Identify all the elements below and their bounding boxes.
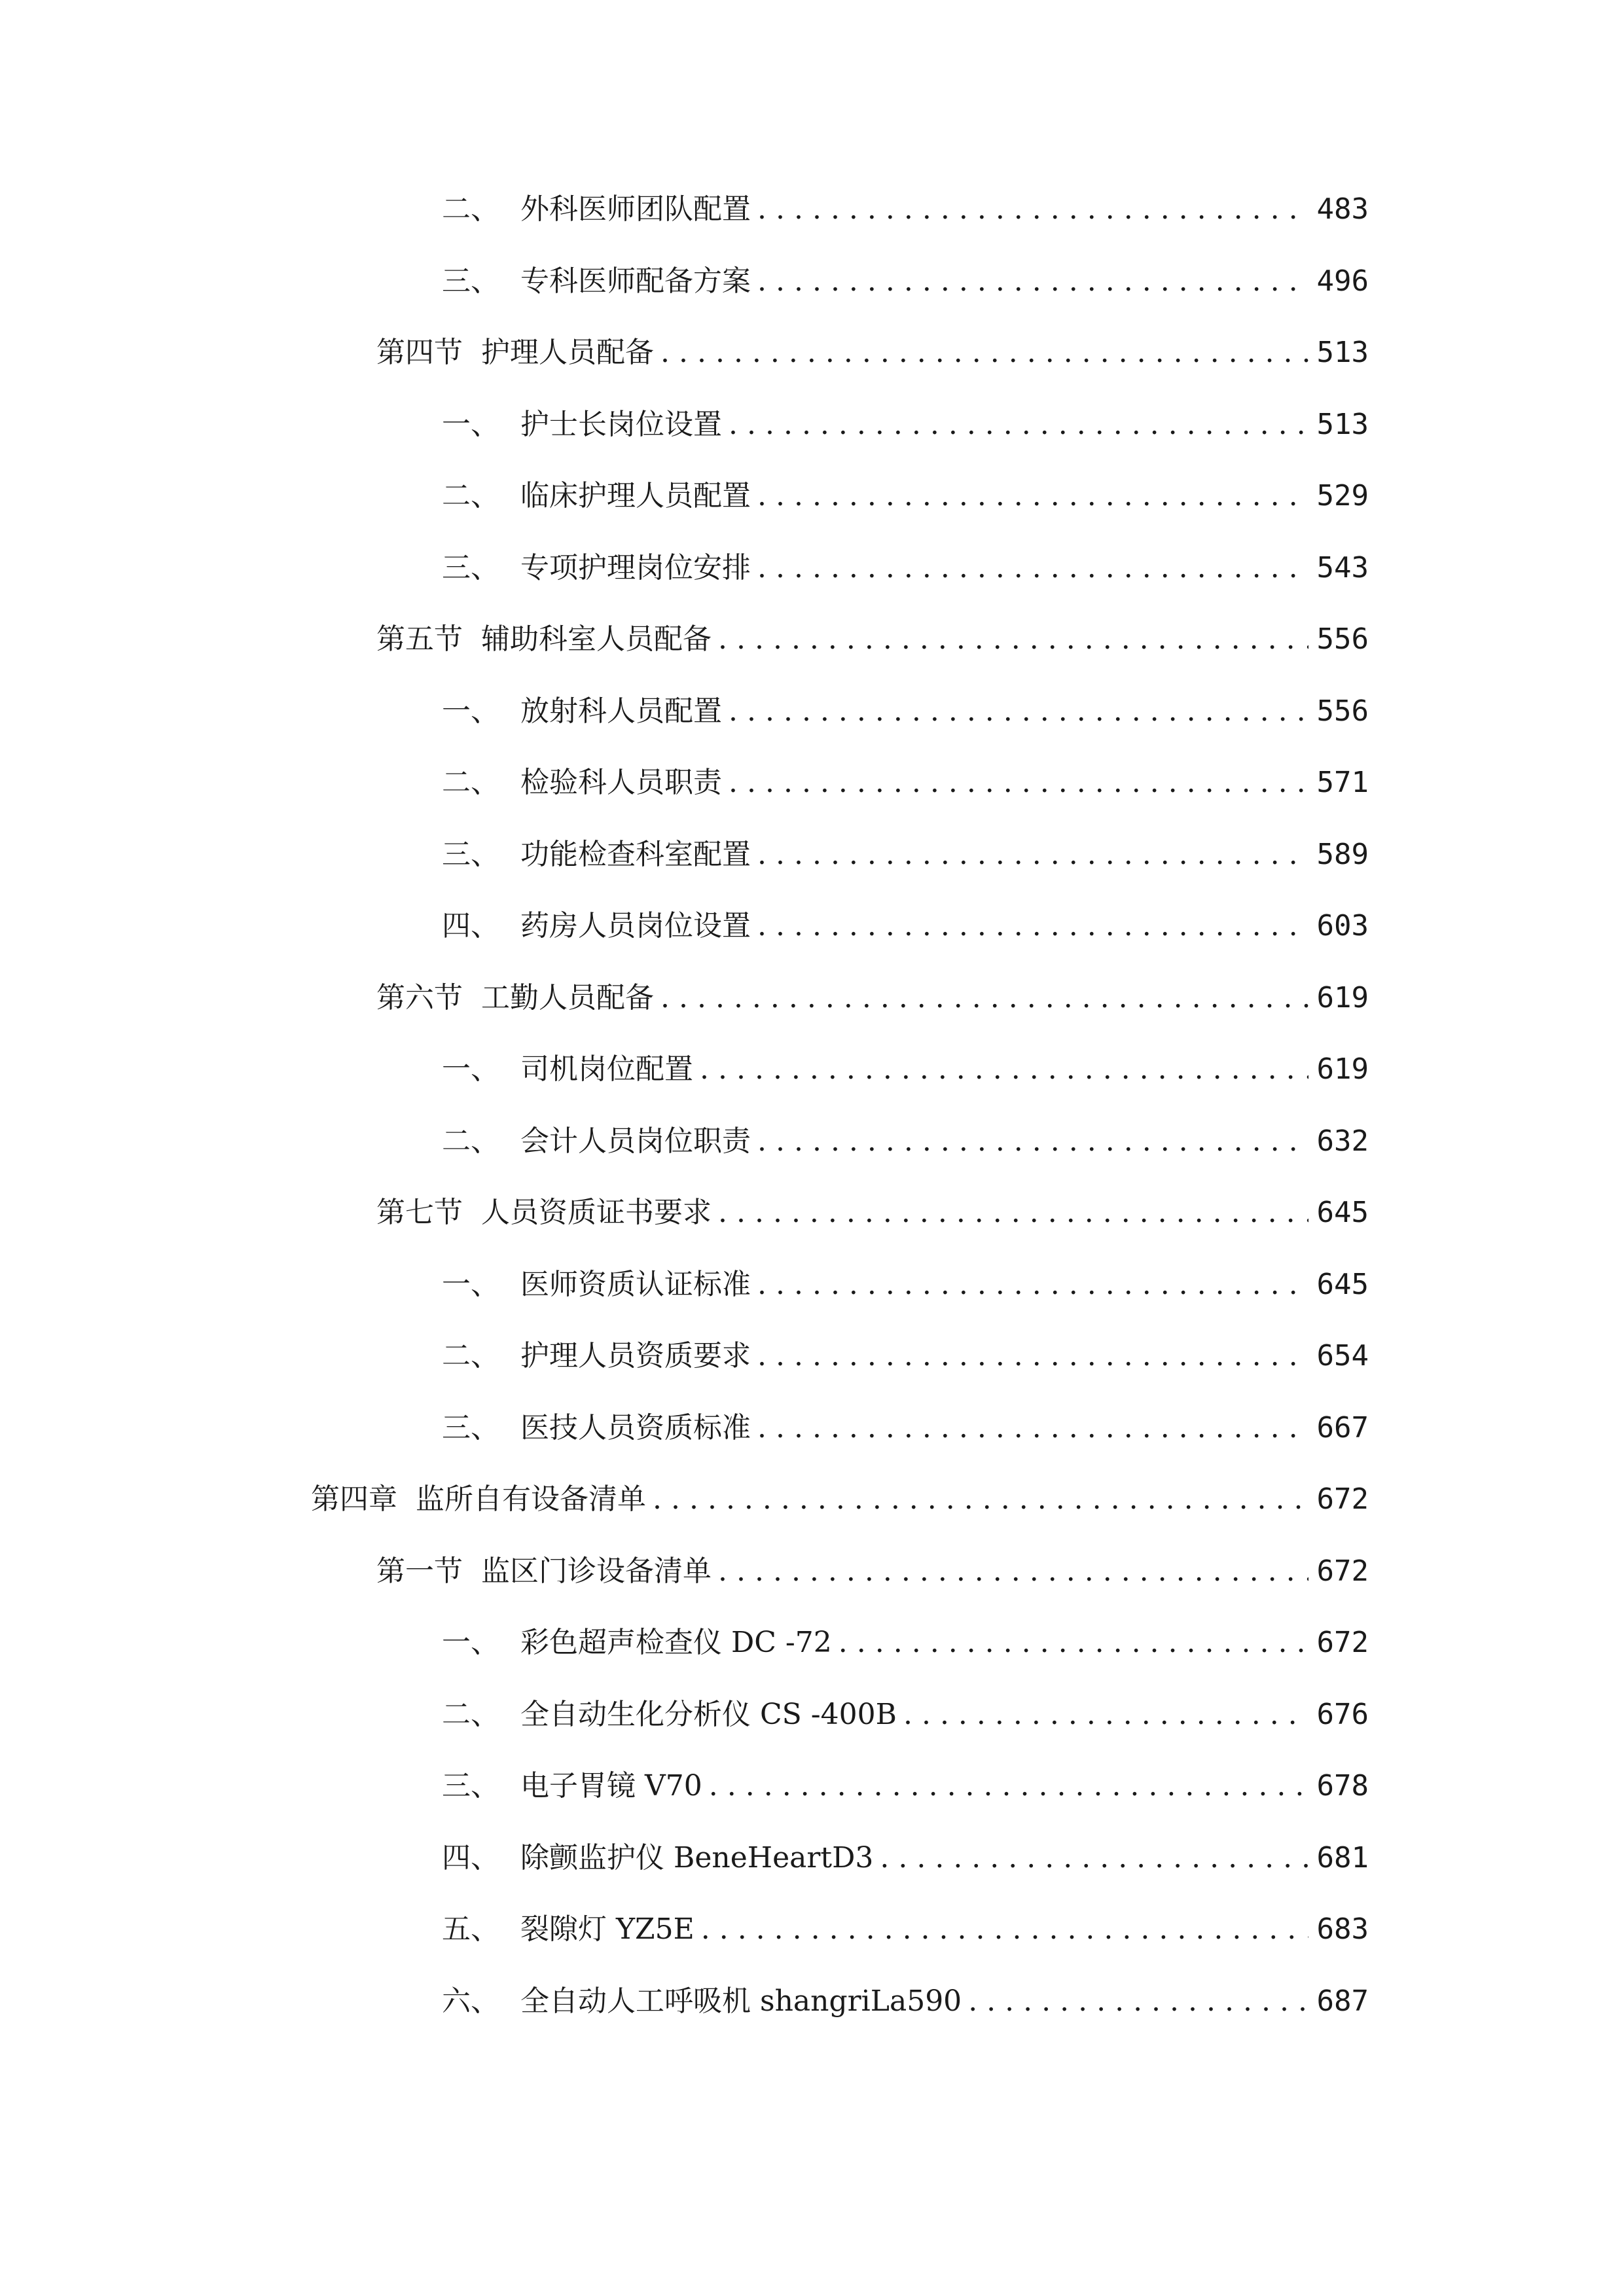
- toc-entry[interactable]: [442, 476, 1369, 516]
- toc-entry-page-number: 645: [1316, 1267, 1369, 1301]
- toc-entry-title: 放射科人员配置: [520, 694, 722, 728]
- toc-entry-title: 护士长岗位设置: [520, 407, 722, 441]
- toc-dot-leader: [757, 262, 1308, 301]
- toc-dot-leader: [653, 1480, 1308, 1519]
- toc-entry-page-number: 687: [1316, 1984, 1369, 2018]
- toc-entry[interactable]: [442, 1408, 1369, 1448]
- toc-entry-page-number: 645: [1316, 1196, 1369, 1229]
- toc-entry-title: 临床护理人员配置: [520, 479, 751, 512]
- toc-entry[interactable]: [442, 1982, 1369, 2021]
- toc-entry-title: 司机岗位配置: [520, 1052, 693, 1086]
- toc-entry[interactable]: [442, 262, 1369, 301]
- toc-entry-number: 一、: [442, 407, 499, 441]
- toc-entry-title: 监所自有设备清单: [416, 1482, 646, 1516]
- toc-entry[interactable]: [376, 978, 1369, 1018]
- toc-entry[interactable]: [442, 1695, 1369, 1734]
- toc-entry-title: 药房人员岗位设置: [520, 909, 751, 942]
- toc-dot-leader: [880, 1839, 1308, 1878]
- toc-entry-title: 全自动生化分析仪 CS -400B: [520, 1697, 897, 1731]
- toc-entry-title: 电子胃镜 V70: [520, 1769, 702, 1803]
- toc-entry-page-number: 556: [1316, 622, 1369, 656]
- toc-entry-number: 五、: [442, 1912, 499, 1946]
- toc-entry-page-number: 496: [1316, 264, 1369, 298]
- toc-entry-page-number: 529: [1316, 479, 1369, 512]
- toc-entry-title: 医技人员资质标准: [520, 1410, 751, 1444]
- toc-entry-number: 三、: [442, 264, 499, 298]
- toc-dot-leader: [718, 620, 1308, 659]
- toc-entry-title: 功能检查科室配置: [520, 837, 751, 871]
- toc-dot-leader: [729, 405, 1308, 444]
- toc-entry[interactable]: [442, 1122, 1369, 1161]
- toc-dot-leader: [709, 1767, 1308, 1806]
- toc-entry[interactable]: [311, 1480, 1369, 1519]
- toc-dot-leader: [757, 1122, 1308, 1161]
- toc-entry-title: 医师资质认证标准: [520, 1267, 751, 1301]
- toc-entry-page-number: 571: [1316, 766, 1369, 799]
- toc-entry-page-number: 672: [1316, 1482, 1369, 1516]
- toc-entry[interactable]: [376, 1193, 1369, 1232]
- toc-entry-number: 一、: [442, 1052, 499, 1086]
- toc-dot-leader: [903, 1695, 1308, 1734]
- toc-entry[interactable]: [442, 1336, 1369, 1376]
- toc-entry[interactable]: [376, 333, 1369, 372]
- toc-entry-page-number: 543: [1316, 550, 1369, 584]
- toc-dot-leader: [757, 835, 1308, 874]
- toc-entry-title: 专项护理岗位安排: [520, 550, 751, 584]
- toc-entry-page-number: 676: [1316, 1697, 1369, 1731]
- toc-entry-number: 二、: [442, 479, 499, 512]
- toc-entry-page-number: 654: [1316, 1339, 1369, 1372]
- toc-entry-page-number: 672: [1316, 1554, 1369, 1588]
- toc-dot-leader: [757, 548, 1308, 588]
- toc-entry[interactable]: [376, 620, 1369, 659]
- toc-entry-number: 第六节: [376, 980, 463, 1014]
- toc-entry[interactable]: [442, 1839, 1369, 1878]
- toc-entry-number: 第四章: [311, 1482, 397, 1516]
- toc-entry-page-number: 556: [1316, 694, 1369, 728]
- toc-entry-page-number: 619: [1316, 980, 1369, 1014]
- toc-dot-leader: [718, 1552, 1308, 1591]
- toc-entry-title: 全自动人工呼吸机 shangriLa590: [520, 1984, 962, 2018]
- toc-entry-number: 一、: [442, 1267, 499, 1301]
- toc-dot-leader: [757, 1265, 1308, 1304]
- toc-entry-page-number: 619: [1316, 1052, 1369, 1086]
- toc-dot-leader: [757, 1336, 1308, 1376]
- toc-entry-title: 监区门诊设备清单: [481, 1554, 712, 1588]
- toc-entry-number: 六、: [442, 1984, 499, 2018]
- toc-entry-number: 三、: [442, 1769, 499, 1803]
- toc-entry[interactable]: [442, 763, 1369, 802]
- toc-entry[interactable]: [442, 1050, 1369, 1089]
- toc-entry[interactable]: [442, 1767, 1369, 1806]
- toc-entry-number: 一、: [442, 1626, 499, 1659]
- toc-entry[interactable]: [442, 1910, 1369, 1949]
- toc-dot-leader: [660, 333, 1308, 372]
- toc-entry-number: 第七节: [376, 1196, 463, 1229]
- toc-entry-title: 外科医师团队配置: [520, 192, 751, 226]
- toc-entry-title: 工勤人员配备: [481, 980, 654, 1014]
- toc-entry-number: 三、: [442, 837, 499, 871]
- toc-entry-number: 二、: [442, 1697, 499, 1731]
- toc-entry-page-number: 513: [1316, 336, 1369, 369]
- toc-entry-number: 第四节: [376, 336, 463, 369]
- toc-entry-page-number: 632: [1316, 1124, 1369, 1158]
- toc-entry-title: 护理人员资质要求: [520, 1339, 751, 1372]
- toc-entry[interactable]: [376, 1552, 1369, 1591]
- toc-entry-title: 除颤监护仪 BeneHeartD3: [520, 1840, 874, 1874]
- toc-entry-page-number: 672: [1316, 1626, 1369, 1659]
- toc-entry[interactable]: [442, 190, 1369, 229]
- toc-dot-leader: [757, 476, 1308, 516]
- toc-entry[interactable]: [442, 835, 1369, 874]
- toc-entry-page-number: 513: [1316, 407, 1369, 441]
- toc-dot-leader: [718, 1193, 1308, 1232]
- toc-entry-page-number: 483: [1316, 192, 1369, 226]
- toc-dot-leader: [839, 1623, 1308, 1662]
- toc-entry-title: 检验科人员职责: [520, 766, 722, 799]
- toc-entry-page-number: 603: [1316, 909, 1369, 942]
- toc-entry-page-number: 589: [1316, 837, 1369, 871]
- toc-dot-leader: [701, 1910, 1308, 1949]
- toc-entry-number: 四、: [442, 1840, 499, 1874]
- toc-entry-number: 第一节: [376, 1554, 463, 1588]
- toc-entry-title: 辅助科室人员配备: [481, 622, 712, 656]
- toc-dot-leader: [700, 1050, 1308, 1089]
- toc-dot-leader: [660, 978, 1308, 1018]
- toc-entry[interactable]: [442, 405, 1369, 444]
- toc-entry-page-number: 683: [1316, 1912, 1369, 1946]
- toc-entry-number: 二、: [442, 192, 499, 226]
- toc-entry-title: 会计人员岗位职责: [520, 1124, 751, 1158]
- toc-dot-leader: [729, 763, 1308, 802]
- toc-entry-page-number: 681: [1316, 1840, 1369, 1874]
- toc-entry-number: 四、: [442, 909, 499, 942]
- toc-entry-number: 二、: [442, 1339, 499, 1372]
- toc-entry-title: 人员资质证书要求: [481, 1196, 712, 1229]
- toc-entry[interactable]: [442, 906, 1369, 946]
- toc-entry-page-number: 678: [1316, 1769, 1369, 1803]
- toc-entry-number: 二、: [442, 766, 499, 799]
- toc-dot-leader: [757, 1408, 1308, 1448]
- toc-entry-page-number: 667: [1316, 1410, 1369, 1444]
- toc-entry-title: 专科医师配备方案: [520, 264, 751, 298]
- toc-entry-title: 彩色超声检查仪 DC -72: [520, 1626, 832, 1659]
- toc-entry[interactable]: [442, 1265, 1369, 1304]
- toc-entry-number: 二、: [442, 1124, 499, 1158]
- toc-dot-leader: [757, 190, 1308, 229]
- toc-dot-leader: [757, 906, 1308, 946]
- toc-entry-number: 三、: [442, 550, 499, 584]
- toc-entry-number: 三、: [442, 1410, 499, 1444]
- toc-entry-number: 一、: [442, 694, 499, 728]
- toc-dot-leader: [968, 1982, 1308, 2021]
- toc-entry[interactable]: [442, 1623, 1369, 1662]
- toc-entry[interactable]: [442, 692, 1369, 731]
- toc-entry[interactable]: [442, 548, 1369, 588]
- toc-entry-number: 第五节: [376, 622, 463, 656]
- toc-entry-title: 护理人员配备: [481, 336, 654, 369]
- toc-dot-leader: [729, 692, 1308, 731]
- toc-entry-title: 裂隙灯 YZ5E: [520, 1912, 695, 1946]
